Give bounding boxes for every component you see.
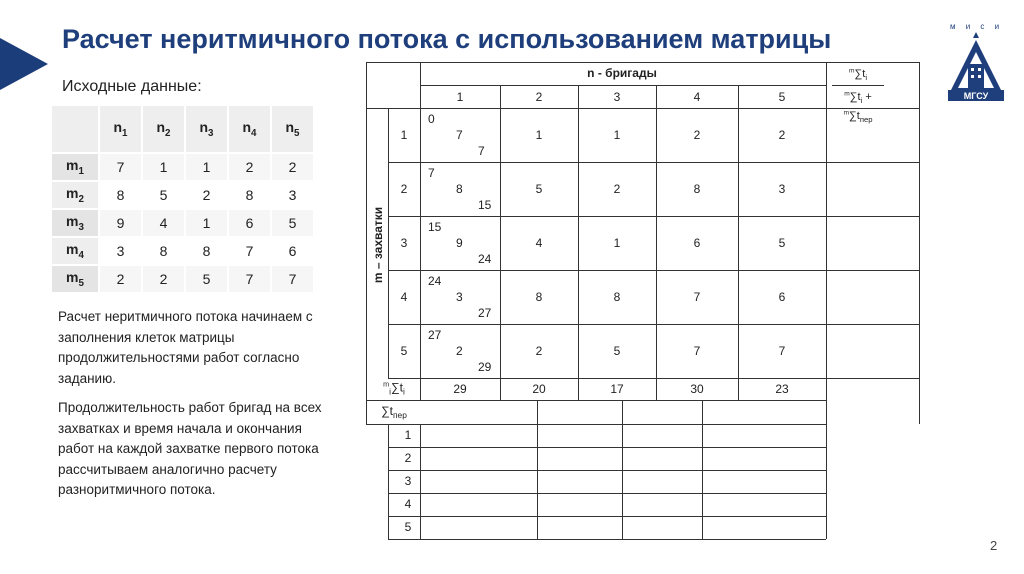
table-row: [51, 237, 314, 265]
bottom-row-number: 4: [404, 497, 412, 511]
row-number: 5: [400, 344, 408, 358]
cell: 8: [142, 237, 185, 265]
row-header: $m_5$: [51, 265, 99, 293]
bottom-row-number: 1: [404, 428, 412, 442]
cell: 8: [99, 181, 142, 209]
col-header: $n_3$: [185, 105, 228, 153]
corner-cell: [51, 105, 99, 153]
cell: 1: [142, 153, 185, 181]
cell: 7: [271, 265, 314, 293]
start-time: 0: [428, 112, 435, 126]
start-time: 7: [428, 166, 435, 180]
source-header-row: [51, 105, 314, 153]
svg-text:м и с и: м и с и: [950, 22, 1004, 31]
cell: 9: [99, 209, 142, 237]
matrix-value: 2: [535, 344, 543, 358]
matrix-value: 2: [778, 128, 786, 142]
sum-value: 23: [775, 382, 789, 396]
col-number: 3: [613, 90, 621, 104]
sum-value: 17: [610, 382, 624, 396]
matrix-value: 7: [693, 290, 701, 304]
mgsu-logo: [946, 18, 1006, 102]
col-number: 4: [693, 90, 701, 104]
duration: 9: [456, 236, 463, 250]
table-row: [51, 265, 314, 293]
matrix-value: 1: [613, 128, 621, 142]
matrix-value: 8: [613, 290, 621, 304]
table-row: [51, 209, 314, 237]
cell: 5: [271, 209, 314, 237]
matrix-value: 6: [693, 236, 701, 250]
svg-text:МГСУ: МГСУ: [963, 91, 989, 101]
page-number: 2: [990, 538, 998, 553]
cell: 8: [228, 181, 271, 209]
paragraph-method: Продолжительность работ бригад на всех захватках и время начала и окончания работ на каждой захватке первого потока рассчитываем аналогично расчету разноритмичного потока.: [58, 400, 322, 497]
col-header: $n_4$: [228, 105, 271, 153]
corner-accent: [0, 38, 48, 90]
row-header: $m_4$: [51, 237, 99, 265]
row-header: $m_3$: [51, 209, 99, 237]
start-time: 24: [428, 274, 442, 288]
cell: 1: [185, 209, 228, 237]
matrix-value: 2: [693, 128, 701, 142]
cell: 4: [142, 209, 185, 237]
cell: 7: [228, 265, 271, 293]
row-header: $m_1$: [51, 153, 99, 181]
col-number: 5: [778, 90, 786, 104]
table-row: [51, 153, 314, 181]
end-time: 15: [478, 198, 492, 212]
cell: 2: [271, 153, 314, 181]
cell: 7: [228, 237, 271, 265]
row-number: 1: [400, 128, 408, 142]
duration: 2: [456, 344, 463, 358]
cell: 2: [99, 265, 142, 293]
row-header: $m_2$: [51, 181, 99, 209]
matrix-value: 2: [613, 182, 621, 196]
matrix-value: 3: [778, 182, 786, 196]
bottom-row-number: 5: [404, 520, 412, 534]
cell: 5: [185, 265, 228, 293]
matrix-value: 6: [778, 290, 786, 304]
paragraph-intro: Расчет неритмичного потока начинаем с заполнения клеток матрицы продолжительностями работ согласно заданию.: [58, 309, 313, 386]
start-time: 15: [428, 220, 442, 234]
cell: 6: [271, 237, 314, 265]
bottom-row-number: 3: [404, 474, 412, 488]
end-time: 27: [478, 306, 492, 320]
matrix-value: 5: [535, 182, 543, 196]
bottom-row-number: 2: [404, 451, 412, 465]
matrix-value: 7: [778, 344, 786, 358]
sum-label: $^m_i\sum t_i$: [383, 379, 405, 397]
ratio-top: $^m\sum t_i$: [848, 67, 868, 82]
end-time: 24: [478, 252, 492, 266]
matrix-value: 8: [693, 182, 701, 196]
col-header: $n_5$: [271, 105, 314, 153]
row-number: 2: [400, 182, 408, 196]
matrix-value: 4: [535, 236, 543, 250]
row-number: 3: [400, 236, 408, 250]
cell: 2: [228, 153, 271, 181]
cell: 8: [185, 237, 228, 265]
cell: 6: [228, 209, 271, 237]
col-number: 1: [456, 90, 464, 104]
col-header: $n_2$: [142, 105, 185, 153]
row-group-label: m – захватки: [371, 206, 385, 284]
end-time: 7: [478, 144, 485, 158]
cell: 7: [99, 153, 142, 181]
ratio-bottom: $^m\sum t_i + ^m\sum t_{пер}$: [843, 89, 873, 125]
end-time: 29: [478, 360, 492, 374]
duration: 3: [456, 290, 463, 304]
sum-value: 20: [532, 382, 546, 396]
matrix-value: 1: [535, 128, 543, 142]
matrix-value: 7: [693, 344, 701, 358]
cell: 3: [99, 237, 142, 265]
sum-value: 29: [453, 382, 467, 396]
duration: 8: [456, 182, 463, 196]
start-time: 27: [428, 328, 442, 342]
row-number: 4: [400, 290, 408, 304]
cell: 5: [142, 181, 185, 209]
sum-value: 30: [690, 382, 704, 396]
col-header: $n_1$: [99, 105, 142, 153]
matrix-value: 1: [613, 236, 621, 250]
cell: 3: [271, 181, 314, 209]
source-heading: Исходные данные:: [62, 78, 202, 95]
col-number: 2: [535, 90, 543, 104]
ratio-header: [832, 64, 884, 127]
page-title: Расчет неритмичного потока с использованием матрицы: [62, 24, 832, 54]
duration: 7: [456, 128, 463, 142]
cell: 1: [185, 153, 228, 181]
matrix-value: 5: [613, 344, 621, 358]
tper-label: $\sum t_{пер}$: [381, 403, 407, 421]
cell: 2: [142, 265, 185, 293]
cell: 2: [185, 181, 228, 209]
table-row: [51, 181, 314, 209]
col-group-label: n - бригады: [587, 66, 657, 80]
matrix-value: 5: [778, 236, 786, 250]
source-table: [50, 104, 315, 294]
matrix-value: 8: [535, 290, 543, 304]
